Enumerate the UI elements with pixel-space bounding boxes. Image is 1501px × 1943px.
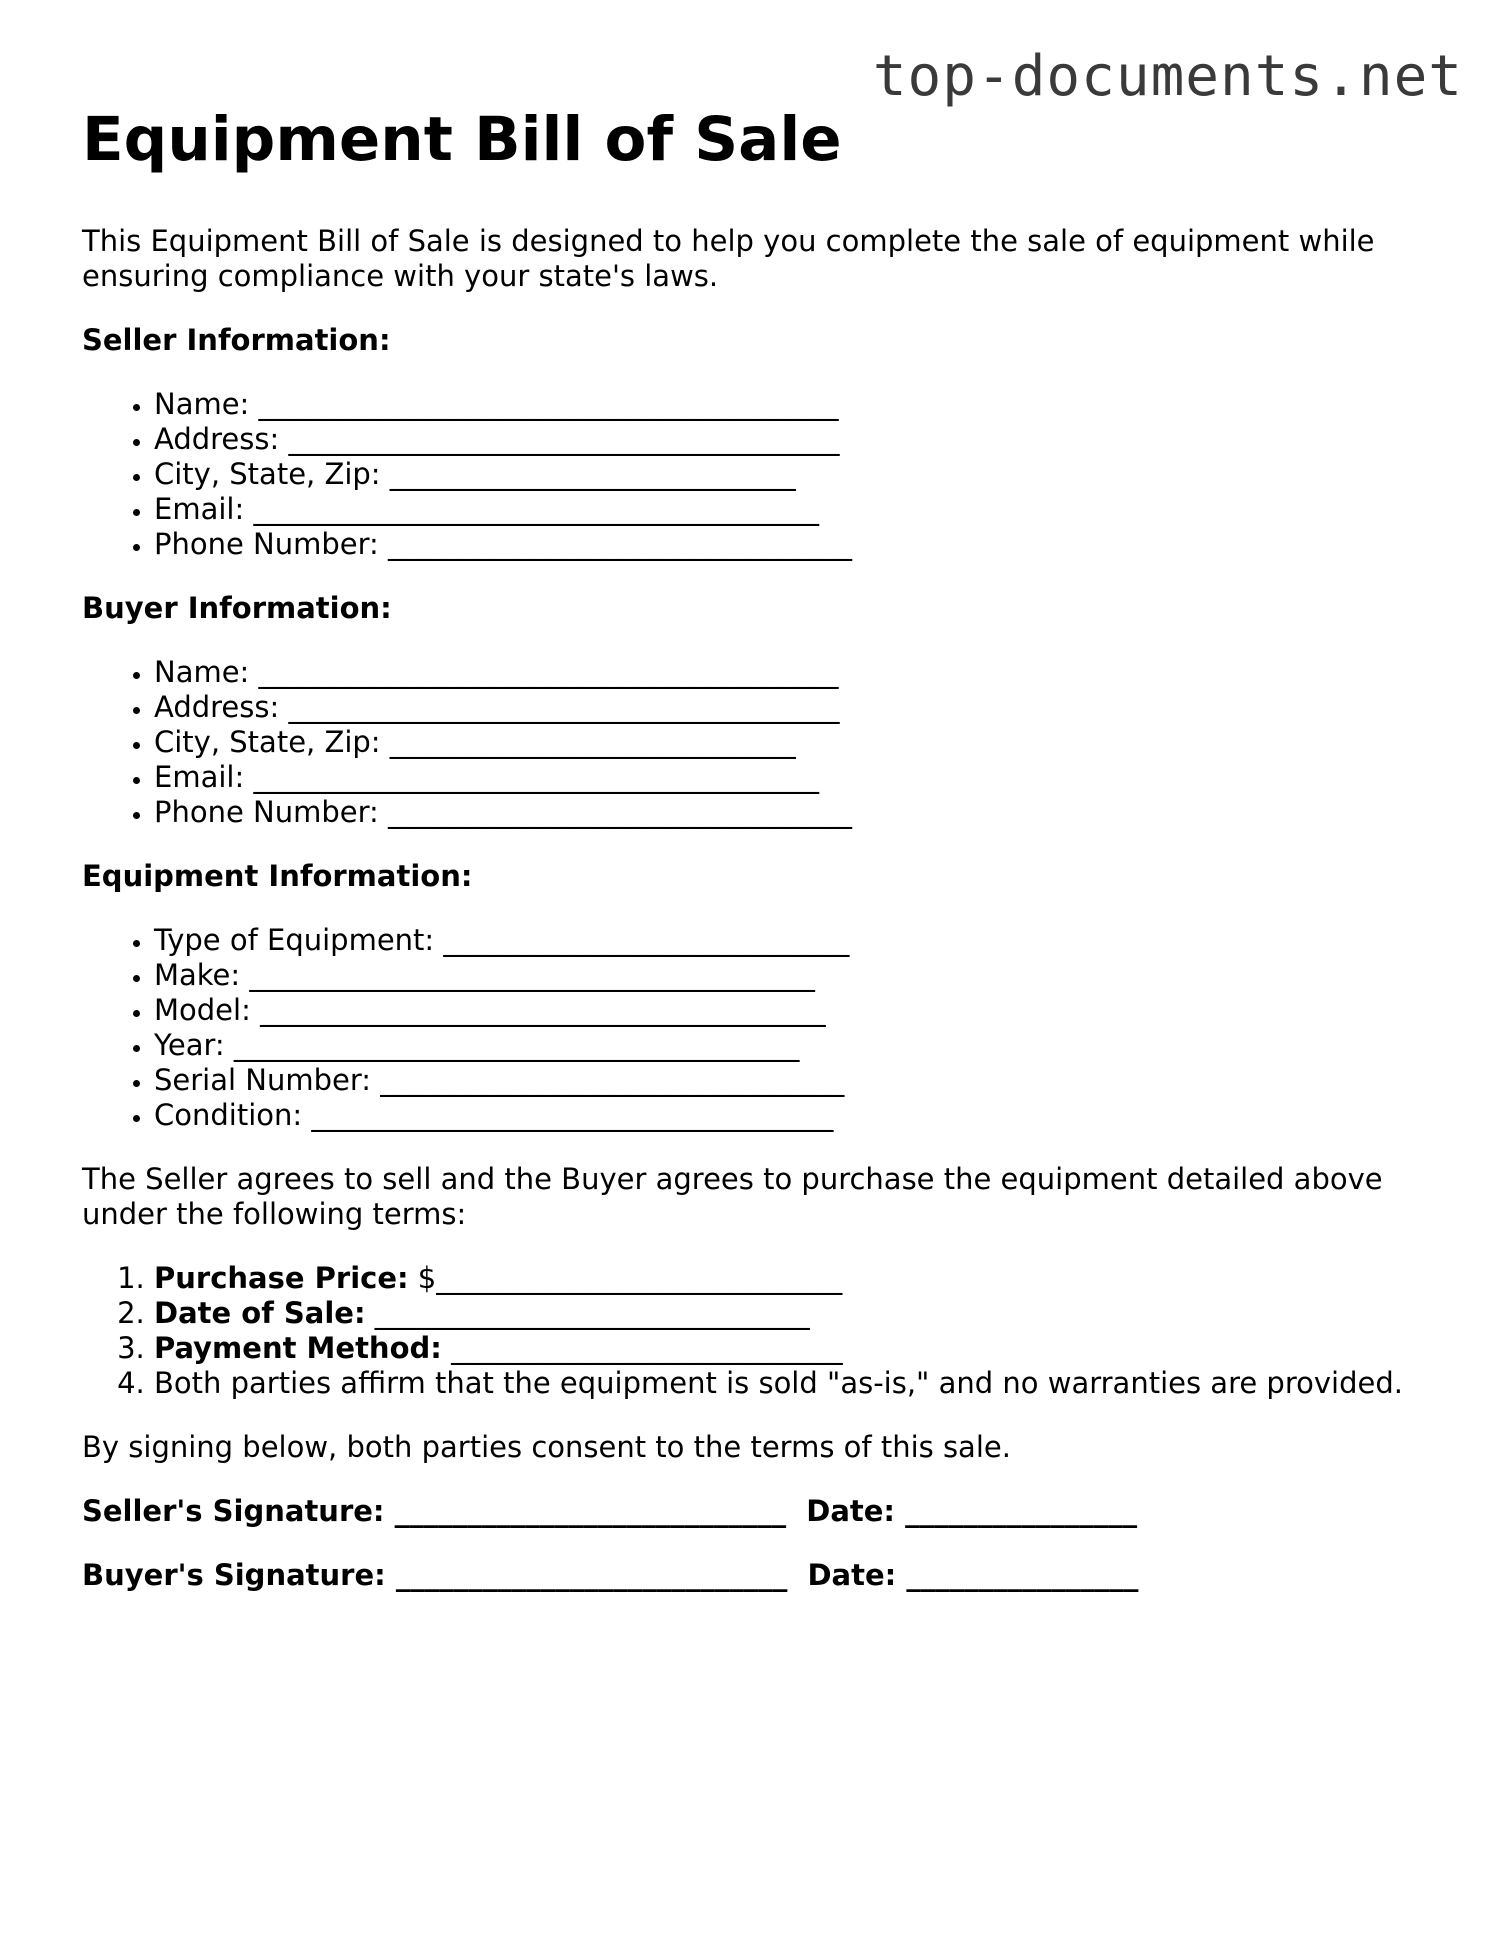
document-page [82, 96, 1462, 1593]
equipment-make-blank[interactable]: _______________________________________ [249, 958, 815, 992]
as-is-clause-item [154, 1366, 1462, 1401]
field-label: City, State, Zip: [154, 457, 381, 491]
buyer-date-blank[interactable]: ________________ [906, 1558, 1139, 1592]
field-label: Year: [154, 1028, 225, 1062]
date-label: Date: [807, 1558, 897, 1592]
field-label: Type of Equipment: [154, 923, 435, 957]
field-label: Make: [154, 958, 241, 992]
date-of-sale-blank[interactable]: ______________________________ [365, 1296, 810, 1330]
document-title: Equipment Bill of Sale [82, 104, 842, 175]
equipment-model-item [154, 993, 1462, 1028]
seller-name-item [154, 387, 1462, 422]
seller-signature-blank[interactable]: ___________________________ [394, 1494, 787, 1528]
site-watermark: top-documents.net [872, 44, 1463, 109]
equipment-year-item [154, 1028, 1462, 1063]
field-label: Email: [154, 760, 245, 794]
seller-email-blank[interactable]: _______________________________________ [253, 492, 819, 526]
seller-section-heading: Seller Information: [82, 323, 391, 357]
signature-label: Seller's Signature: [82, 1494, 385, 1528]
seller-city-blank[interactable]: ____________________________ [389, 457, 796, 491]
terms-intro-paragraph: The Seller agrees to sell and the Buyer agrees to purchase the equipment detailed above under the following terms: [82, 1162, 1383, 1231]
as-is-clause-text: Both parties affirm that the equipment is sold "as-is," and no warranties are provided. [154, 1366, 1403, 1400]
field-label: Address: [154, 690, 280, 724]
buyer-signature-blank[interactable]: ___________________________ [395, 1558, 788, 1592]
field-label: City, State, Zip: [154, 725, 381, 759]
date-label: Date: [806, 1494, 896, 1528]
payment-method-item [154, 1331, 1462, 1366]
buyer-phone-item [154, 795, 1462, 830]
seller-city-item [154, 457, 1462, 492]
term-label: Payment Method: [154, 1331, 442, 1365]
buyer-address-item [154, 690, 1462, 725]
seller-address-blank[interactable]: ______________________________________ [288, 422, 840, 456]
purchase-price-blank[interactable]: $____________________________ [408, 1261, 843, 1295]
buyer-email-blank[interactable]: _______________________________________ [253, 760, 819, 794]
field-label: Name: [154, 655, 250, 689]
equipment-condition-item [154, 1098, 1462, 1133]
term-label: Purchase Price: [154, 1261, 409, 1295]
buyer-name-blank[interactable]: ________________________________________ [258, 655, 839, 689]
payment-method-blank[interactable]: ___________________________ [441, 1331, 843, 1365]
buyer-name-item [154, 655, 1462, 690]
consent-paragraph: By signing below, both parties consent to the terms of this sale. [82, 1430, 1011, 1464]
buyer-section-heading: Buyer Information: [82, 591, 392, 625]
field-label: Phone Number: [154, 795, 379, 829]
buyer-city-item [154, 725, 1462, 760]
seller-date-blank[interactable]: ________________ [905, 1494, 1138, 1528]
buyer-phone-blank[interactable]: ________________________________ [388, 795, 853, 829]
field-label: Name: [154, 387, 250, 421]
seller-info-list [82, 387, 1462, 562]
signature-label: Buyer's Signature: [82, 1558, 386, 1592]
equipment-model-blank[interactable]: _______________________________________ [260, 993, 826, 1027]
term-label: Date of Sale: [154, 1296, 366, 1330]
buyer-city-blank[interactable]: ____________________________ [389, 725, 796, 759]
seller-phone-item [154, 527, 1462, 562]
equipment-condition-blank[interactable]: ____________________________________ [311, 1098, 834, 1132]
seller-address-item [154, 422, 1462, 457]
equipment-make-item [154, 958, 1462, 993]
equipment-section-heading: Equipment Information: [82, 859, 473, 893]
field-label: Phone Number: [154, 527, 379, 561]
buyer-info-list [82, 655, 1462, 830]
field-label: Model: [154, 993, 251, 1027]
field-label: Condition: [154, 1098, 303, 1132]
purchase-price-item [154, 1261, 1462, 1296]
buyer-signature-line [82, 1558, 1462, 1593]
equipment-serial-item [154, 1063, 1462, 1098]
equipment-year-blank[interactable]: _______________________________________ [233, 1028, 800, 1062]
seller-email-item [154, 492, 1462, 527]
field-label: Serial Number: [154, 1063, 372, 1097]
seller-name-blank[interactable]: ________________________________________ [258, 387, 839, 421]
buyer-email-item [154, 760, 1462, 795]
field-label: Email: [154, 492, 245, 526]
equipment-serial-blank[interactable]: ________________________________ [380, 1063, 845, 1097]
equipment-type-item [154, 923, 1462, 958]
intro-paragraph: This Equipment Bill of Sale is designed to help you complete the sale of equipment while ensuring compliance with your state's laws. [82, 224, 1375, 293]
equipment-type-blank[interactable]: ____________________________ [443, 923, 850, 957]
terms-list [82, 1261, 1462, 1401]
seller-phone-blank[interactable]: ________________________________ [388, 527, 853, 561]
seller-signature-line [82, 1494, 1462, 1529]
equipment-info-list [82, 923, 1462, 1133]
field-label: Address: [154, 422, 280, 456]
date-of-sale-item [154, 1296, 1462, 1331]
buyer-address-blank[interactable]: ______________________________________ [288, 690, 840, 724]
